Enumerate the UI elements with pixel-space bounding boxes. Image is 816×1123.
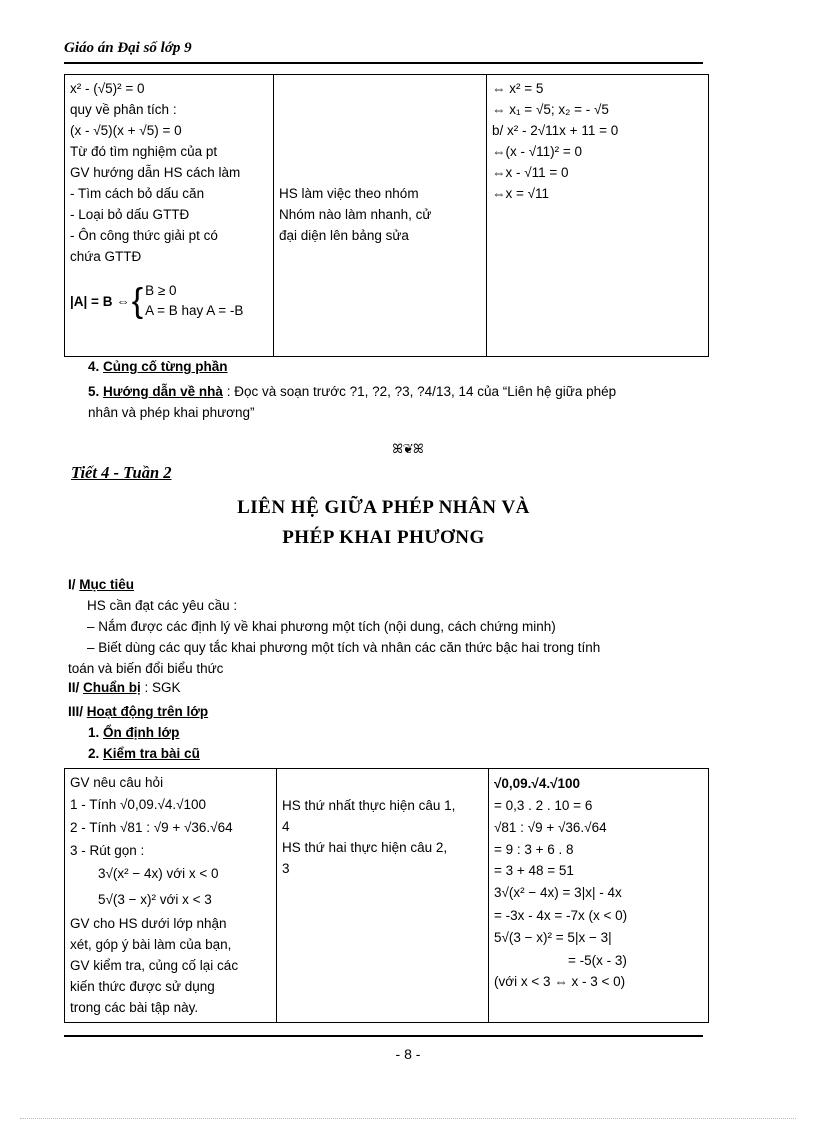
section-objectives (68, 574, 708, 679)
section-5 (88, 381, 703, 423)
table2-col3-line: 3√(x² − 4x) = 3|x| - 4x (494, 885, 622, 900)
table1-col3-line: ⇔(x - √11)² = 0 (492, 144, 583, 159)
section-I-heading: Mục tiêu (79, 577, 135, 592)
formula-case-1: B ≥ 0 (145, 283, 177, 298)
table2-col1-line: 5√(3 − x)² với x < 3 (98, 892, 212, 907)
table2-col2-line: HS thứ nhất thực hiện câu 1, (282, 798, 456, 813)
section-5-number: 5. (88, 384, 100, 399)
table1-col3-line: ⇔x - √11 = 0 (492, 165, 569, 180)
objective-bullet: – Biết dùng các quy tắc khai phương một tích và nhân các căn thức bậc hai trong tính (87, 640, 601, 655)
table2-col3-line: 5√(3 − x)² = 5|x − 3| (494, 930, 612, 945)
table1-col1-line: - Tìm cách bỏ dấu căn (70, 186, 205, 201)
page-edge-dotted-line (20, 1118, 796, 1119)
table1-col2-line: đại diện lên bảng sửa (279, 228, 409, 243)
section-II-text: : SGK (144, 680, 181, 695)
objective-bullet-cont: toán và biến đổi biểu thức (68, 661, 224, 676)
ornament-divider-icon: ꕤ❦ꕤ (392, 441, 424, 456)
section-II-number: II/ (68, 680, 80, 695)
section-5-text-cont: nhân và phép khai phương” (88, 405, 255, 420)
table1-col1-line: chứa GTTĐ (70, 249, 142, 264)
section-4-number: 4. (88, 359, 100, 374)
lesson-label: Tiết 4 - Tuần 2 (71, 463, 172, 482)
page-title-line-1: LIÊN HỆ GIỮA PHÉP NHÂN VÀ (237, 497, 530, 518)
formula-lhs: |A| = B ⇔ (70, 293, 130, 309)
objective-bullet: – Nắm được các định lý về khai phương một tích (nội dung, cách chứng minh) (87, 619, 556, 634)
table2-col1-line: xét, góp ý bài làm của bạn, (70, 937, 232, 952)
table1-teacher-cell (65, 75, 274, 357)
subsection-1-number: 1. (88, 725, 100, 740)
section-I-number: I/ (68, 577, 76, 592)
section-4-heading: Củng cố từng phần (103, 359, 228, 374)
brace-icon: { (131, 282, 144, 320)
objectives-intro: HS cần đạt các yêu cầu : (87, 598, 238, 613)
abs-value-formula (70, 281, 268, 321)
page-number: - 8 - (395, 1046, 421, 1062)
section-5-text: : Đọc và soạn trước ?1, ?2, ?3, ?4/13, 14 của “Liên hệ giữa phép (226, 384, 617, 399)
table1-col3-line: ⇔ x₁ = √5; x₂ = - √5 (492, 102, 609, 117)
table2-col1-line: 2 - Tính √81 : √9 + √36.√64 (70, 820, 233, 835)
table1-col3-line: b/ x² - 2√11x + 11 = 0 (492, 123, 619, 138)
table1-board-cell (487, 75, 709, 357)
table2-col1-line: GV cho HS dưới lớp nhận (70, 916, 227, 931)
table2-col2-line: 4 (282, 819, 290, 834)
table1-col1-line: Từ đó tìm nghiệm của pt (70, 144, 218, 159)
table2-col1-line: trong các bài tập này. (70, 1000, 199, 1015)
section-preparation (68, 680, 181, 695)
table1-col1-line: GV hướng dẫn HS cách làm (70, 165, 241, 180)
section-4 (88, 359, 228, 374)
section-II-heading: Chuẩn bị (83, 680, 141, 695)
table2-col3-line: (với x < 3 ⇔ x - 3 < 0) (494, 974, 626, 989)
table2-col3-line: √0,09.√4.√100 (494, 776, 581, 791)
table2-col1-line: kiến thức được sử dụng (70, 979, 215, 994)
table1-col1-line: - Loại bỏ dấu GTTĐ (70, 207, 190, 222)
table2-col2-line: 3 (282, 861, 290, 876)
table2-col2-line: HS thứ hai thực hiện câu 2, (282, 840, 448, 855)
review-table (64, 768, 709, 1023)
table1-col1-line: (x - √5)(x + √5) = 0 (70, 123, 182, 138)
table2-col1-line: GV nêu câu hỏi (70, 775, 164, 790)
table1-col1-line: x² - (√5)² = 0 (70, 81, 145, 96)
section-5-heading: Hướng dẫn về nhà (103, 384, 223, 399)
table1-col3-line: ⇔x = √11 (492, 186, 550, 201)
subsection-2-number: 2. (88, 746, 100, 761)
subsection-2-heading: Kiểm tra bài cũ (103, 746, 200, 761)
subsection-1-heading: Ổn định lớp (103, 725, 180, 740)
table2-student-cell (277, 769, 489, 1023)
table2-col3-line: = -3x - 4x = -7x (x < 0) (494, 908, 628, 923)
table1-col1-line: - Ôn công thức giải pt có (70, 228, 218, 243)
header-rule (64, 62, 703, 64)
table1-col2-line: Nhóm nào làm nhanh, cử (279, 207, 432, 222)
header-title: Giáo án Đại số lớp 9 (64, 40, 192, 56)
lesson-table-continued (64, 74, 709, 357)
table2-col1-line: 3√(x² − 4x) với x < 0 (98, 866, 219, 881)
table2-board-cell (489, 769, 709, 1023)
table1-col2-line: HS làm việc theo nhóm (279, 186, 419, 201)
page-title-line-2: PHÉP KHAI PHƯƠNG (282, 527, 485, 548)
section-III-number: III/ (68, 704, 84, 719)
table2-col3-line: = 0,3 . 2 . 10 = 6 (494, 798, 593, 813)
formula-case-2: A = B hay A = -B (145, 303, 244, 318)
table2-col3-line: = -5(x - 3) (568, 953, 627, 968)
section-activities (68, 701, 208, 764)
table2-col1-line: 1 - Tính √0,09.√4.√100 (70, 797, 207, 812)
table1-student-cell (274, 75, 487, 357)
table1-col3-line: ⇔ x² = 5 (492, 81, 544, 96)
table2-col3-line: = 9 : 3 + 6 . 8 (494, 842, 574, 857)
table2-teacher-cell (65, 769, 277, 1023)
section-III-heading: Hoạt động trên lớp (86, 704, 209, 719)
table1-col1-line: quy về phân tích : (70, 102, 177, 117)
table2-col3-line: = 3 + 48 = 51 (494, 863, 574, 878)
table2-col3-line: √81 : √9 + √36.√64 (494, 820, 607, 835)
footer-rule (64, 1035, 703, 1037)
table2-col1-line: 3 - Rút gọn : (70, 843, 145, 858)
table2-col1-line: GV kiểm tra, củng cố lại các (70, 958, 239, 973)
